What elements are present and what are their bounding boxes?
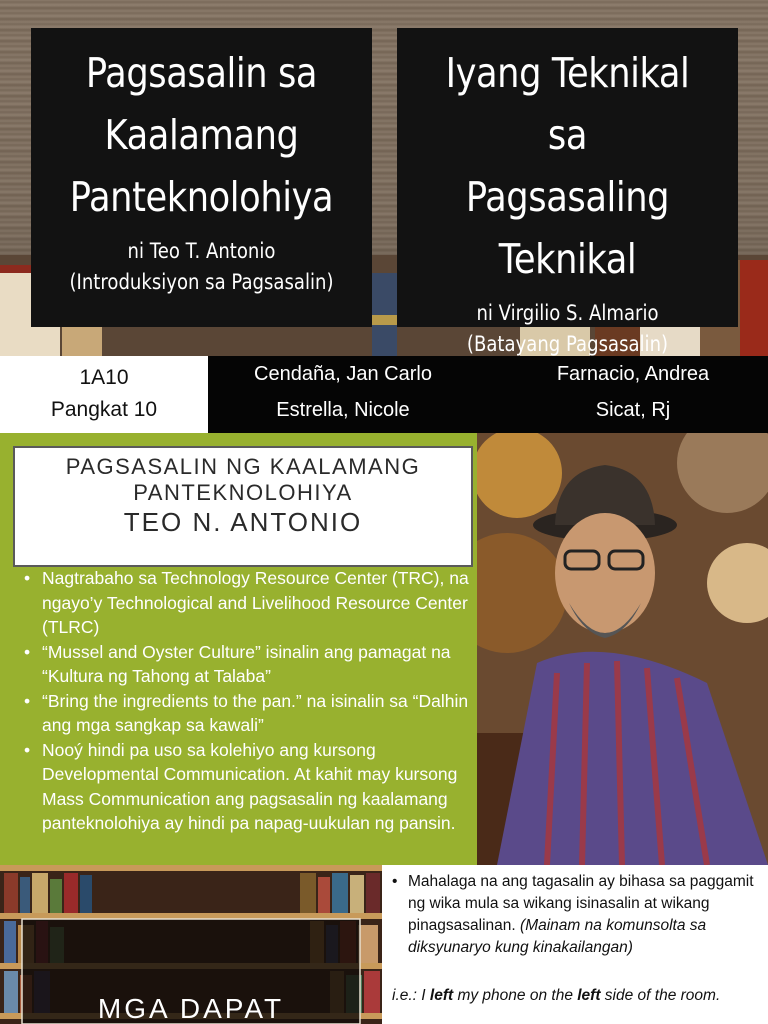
byline-left: ni Teo T. Antonio xyxy=(127,239,276,263)
group-section-box xyxy=(0,356,208,433)
member-name: Cendaña, Jan Carlo xyxy=(254,363,432,385)
example-bold-1: left xyxy=(429,987,454,1004)
subtitle-left xyxy=(55,236,348,298)
title-left-line-1: Pagsasalin sa xyxy=(85,49,318,97)
heading-author: TEO N. ANTONIO xyxy=(123,507,363,537)
title-left-line-2: Kaalamang xyxy=(104,111,299,159)
title-right-line-1: Iyang Teknikal sa xyxy=(445,49,690,159)
bullet-list xyxy=(24,566,474,836)
source-right: (Batayang Pagsasalin) xyxy=(466,332,669,356)
list-item: • Nagtrabaho sa Technology Resource Center (TRC), na ngayo’y Technological and Livelihood Resource Center (TLRC) xyxy=(24,566,474,640)
list-item: • “Bring the ingredients to the pan.” na isinalin sa “Dalhin ang mga sangkap sa kawali” xyxy=(24,689,474,738)
title-card-left xyxy=(31,28,372,327)
note-italic-text: (Mainam na komunsolta sa diksyunaryo kung kinakailangan) xyxy=(408,917,707,956)
team-name: Pangkat 10 xyxy=(50,398,158,421)
example-bold-2: left xyxy=(577,987,601,1004)
members-column-2 xyxy=(508,356,758,428)
example-middle: my phone on the xyxy=(453,987,578,1004)
byline-right: ni Virgilio S. Almario xyxy=(476,301,659,325)
member-name: Estrella, Nicole xyxy=(276,399,410,421)
section-heading xyxy=(13,446,473,567)
title-right-line-3: Teknikal xyxy=(498,235,637,283)
title-left-line-3: Panteknolohiya xyxy=(69,173,334,221)
banner-background xyxy=(0,0,768,356)
library-title: MGA DAPAT xyxy=(97,993,285,1024)
source-left: (Introduksiyon sa Pagsasalin) xyxy=(69,270,334,294)
note-text: Mahalaga na ang tagasalin ay bihasa sa paggamit ng wika mula sa wikang isinasalin at wikang pinagsasalinan. xyxy=(408,873,754,934)
members-column-1 xyxy=(233,356,453,428)
title-right xyxy=(421,28,714,290)
title-card-right xyxy=(397,28,738,356)
notes-panel xyxy=(382,865,768,1024)
info-panel xyxy=(0,433,477,865)
member-name: Farnacio, Andrea xyxy=(556,363,710,385)
example-line xyxy=(392,985,720,1007)
members-band xyxy=(208,356,768,433)
note-bullet xyxy=(392,871,760,959)
heading-line-2: PANTEKNOLOHIYA xyxy=(133,480,353,505)
example-prefix: i.e.: I xyxy=(392,987,430,1004)
subtitle-right xyxy=(421,298,714,356)
heading-line-1: PAGSASALIN NG KAALAMANG xyxy=(65,454,421,479)
list-item: • Nooý hindi pa uso sa kolehiyo ang kursong Developmental Communication. At kahit may kursong Mass Communication ang pagsasalin ng kaalamang panteknolohiya ay hindi pa napag-uukulan ng pansin. xyxy=(24,738,474,836)
list-item: • “Mussel and Oyster Culture” isinalin ang pamagat na “Kultura ng Tahong at Talaba” xyxy=(24,640,474,689)
group-info-row xyxy=(0,356,768,433)
author-photo-illustration xyxy=(477,433,768,865)
example-suffix: side of the room. xyxy=(600,987,721,1004)
member-name: Sicat, Rj xyxy=(595,399,671,421)
author-photo xyxy=(477,433,768,865)
title-right-line-2: Pagsasaling xyxy=(465,173,670,221)
section-code: 1A10 xyxy=(79,366,129,389)
title-left xyxy=(55,28,348,228)
